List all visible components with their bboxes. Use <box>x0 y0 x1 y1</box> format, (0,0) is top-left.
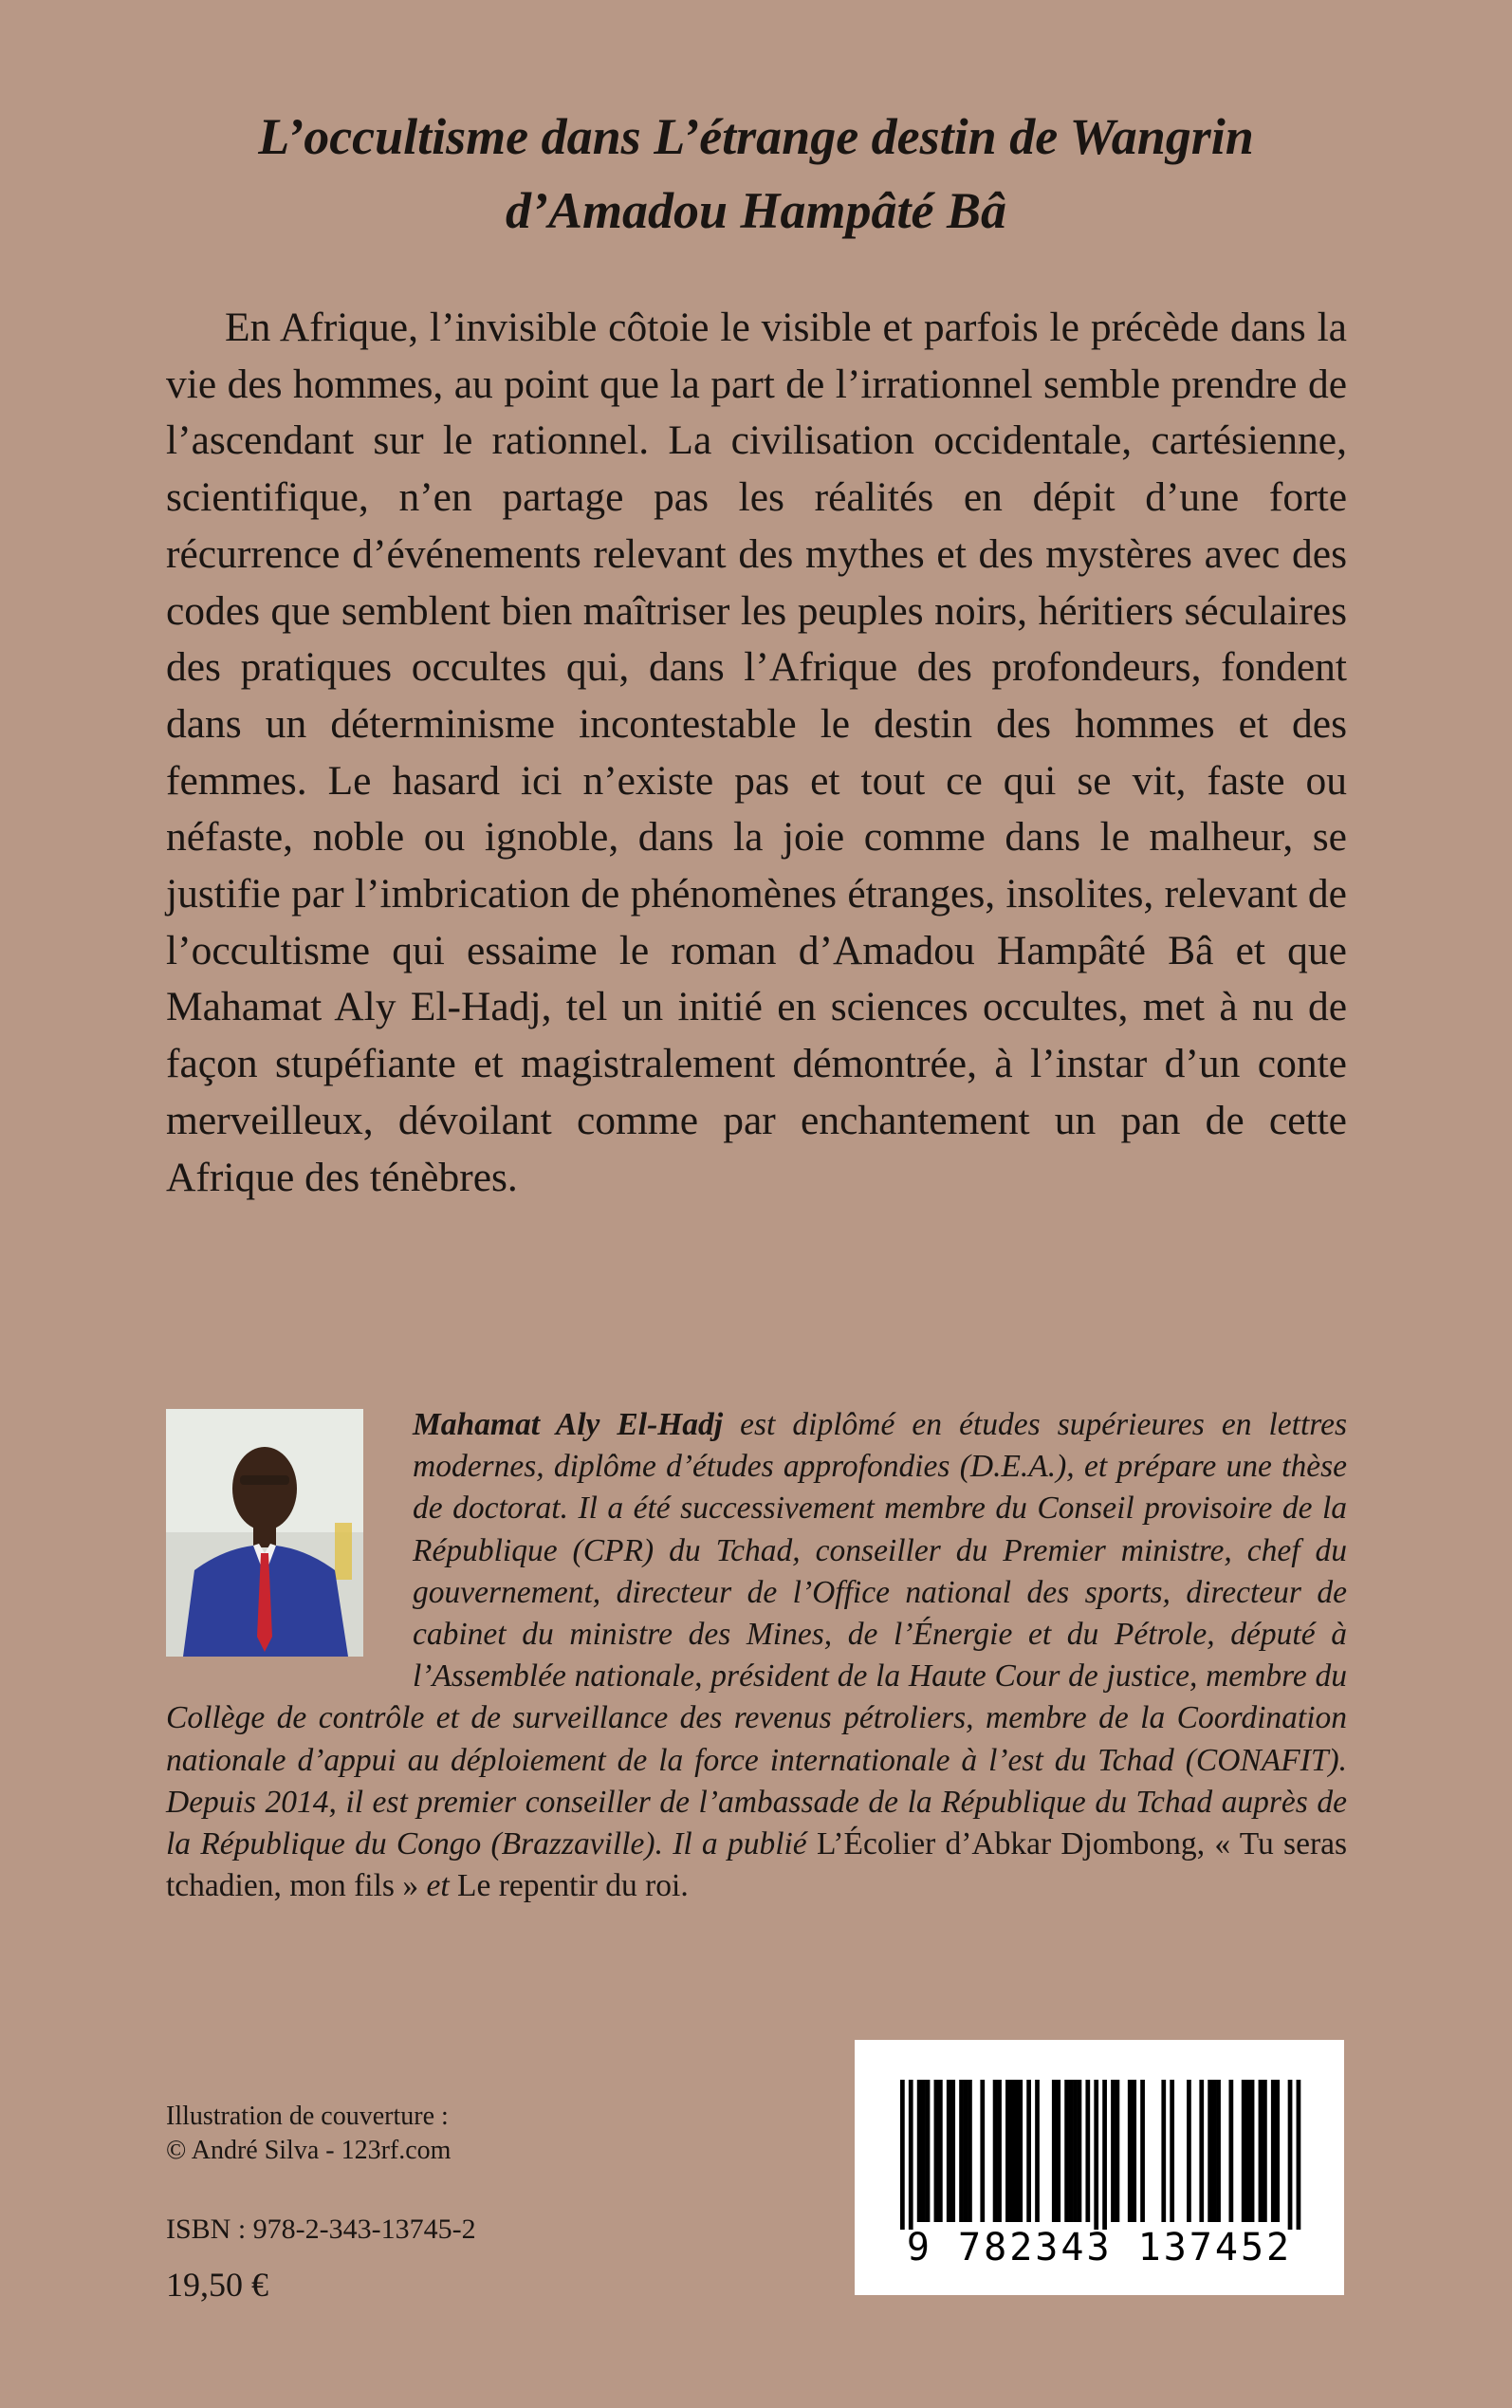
barcode-bar <box>1212 2080 1217 2222</box>
barcode-bar <box>950 2080 955 2222</box>
barcode-bar <box>1078 2080 1082 2222</box>
barcode-bar <box>1288 2080 1293 2230</box>
barcode-bar <box>1140 2080 1145 2222</box>
credit-label: Illustration de couverture : <box>166 2102 449 2131</box>
cover-illustration-credit <box>166 2100 451 2168</box>
barcode-bar <box>1208 2080 1212 2222</box>
barcode-bar <box>1297 2080 1301 2230</box>
published-work-separator-2: et <box>418 1868 458 1904</box>
barcode-bar <box>980 2080 985 2222</box>
barcode-bar <box>1275 2080 1280 2222</box>
barcode-digits: 9 782343 137452 <box>906 2226 1293 2269</box>
barcode-bar <box>1245 2080 1250 2222</box>
barcode-bar <box>1094 2080 1098 2230</box>
published-work-3: Le repentir du roi <box>457 1868 681 1904</box>
author-biography <box>166 1404 1347 1907</box>
barcode-bar <box>921 2080 926 2222</box>
author-name: Mahamat Aly El-Hadj <box>413 1407 724 1442</box>
biography-end: . <box>680 1868 689 1904</box>
barcode-bar <box>1187 2080 1191 2222</box>
barcode <box>855 2040 1344 2295</box>
isbn: ISBN : 978-2-343-13745-2 <box>166 2214 476 2245</box>
published-work-2: « Tu seras tchadien, mon fils » <box>166 1826 1348 1904</box>
barcode-bar <box>1271 2080 1276 2222</box>
author-biography-text: est diplômé en études supérieures en lettres modernes, diplôme d’études approfondies (D.E.A.), et prépare une thèse de doctorat. Il a été successivement membre du Conseil provisoire de la République (CPR) du Tchad, conseiller du Premier ministre, chef du gouvernement, directeur de l’Office national des sports, directeur de cabinet du ministre des Mines, de l’Énergie et du Pétrole, député à l’Assemblée nationale, président de la Haute Cour de justice, membre du Collège de contrôle et de surveillance des revenus pétroliers, membre de la Coordination nationale d’appui au déploiement de la force internationale à l’est du Tchad (CONAFIT). Depuis 2014, il est premier conseiller de l’ambassade de la République du Tchad auprès de la République du Congo (Brazzaville). Il a publié <box>166 1407 1347 1862</box>
barcode-bar <box>1056 2080 1060 2222</box>
published-work-separator-1: , <box>1196 1826 1215 1862</box>
book-title-line-1: L’occultisme dans L’étrange destin de Wangrin <box>258 108 1254 165</box>
barcode-bar <box>934 2080 939 2222</box>
barcode-bar <box>1009 2080 1014 2222</box>
barcode-bar <box>1250 2080 1255 2222</box>
barcode-bar <box>1259 2080 1263 2222</box>
barcode-bar <box>1035 2080 1040 2222</box>
barcode-bar <box>1018 2080 1023 2222</box>
barcode-bar <box>1085 2080 1090 2222</box>
barcode-bar <box>1199 2080 1204 2222</box>
barcode-bar <box>1014 2080 1019 2222</box>
barcode-bar <box>1069 2080 1074 2222</box>
barcode-bar <box>1116 2080 1120 2222</box>
barcode-bar <box>1026 2080 1031 2222</box>
barcode-bar <box>1216 2080 1221 2222</box>
barcode-bar <box>909 2080 913 2230</box>
published-work-1: L’Écolier d’Abkar Djombong <box>816 1826 1197 1862</box>
barcode-bar <box>959 2080 964 2222</box>
barcode-bar <box>900 2080 905 2230</box>
barcode-bar <box>1073 2080 1078 2222</box>
barcode-bar <box>1228 2080 1233 2222</box>
barcode-bar <box>1064 2080 1069 2222</box>
book-title <box>95 100 1417 248</box>
barcode-bar <box>997 2080 1002 2222</box>
barcode-bar <box>1128 2080 1133 2222</box>
barcode-bar <box>968 2080 972 2222</box>
barcode-bar <box>1102 2080 1107 2230</box>
barcode-bar <box>1242 2080 1246 2222</box>
barcode-bar <box>1161 2080 1166 2222</box>
barcode-bar <box>993 2080 998 2222</box>
barcode-bar <box>926 2080 931 2222</box>
book-title-line-2: d’Amadou Hampâté Bâ <box>505 182 1007 239</box>
barcode-bar <box>938 2080 943 2222</box>
barcode-bars <box>855 2040 1344 2230</box>
barcode-bar <box>1052 2080 1057 2222</box>
barcode-bar <box>1170 2080 1174 2222</box>
barcode-bar <box>947 2080 951 2222</box>
barcode-bar <box>1132 2080 1136 2222</box>
barcode-bar <box>964 2080 968 2222</box>
barcode-bar <box>917 2080 922 2222</box>
price: 19,50 € <box>166 2266 268 2304</box>
book-summary: En Afrique, l’invisible côtoie le visible et parfois le précède dans la vie des hommes, au point que la part de l’irrationnel semble prendre de l’ascendant sur le rationnel. La civilisation occidentale, cartésienne, scientifique, n’en partage pas les réalités en dépit d’une forte récurrence d’événements relevant des mythes et des mystères avec des codes que semblent bien maîtriser les peuples noirs, héritiers séculaires des pratiques occultes qui, dans l’Afrique des profondeurs, fondent dans un déterminisme incontestable le destin des hommes et des femmes. Le hasard ici n’existe pas et tout ce qui se vit, faste ou néfaste, noble ou ignoble, dans la joie comme dans le malheur, se justifie par l’imbrication de phénomènes étranges, insolites, relevant de l’occultisme qui essaime le roman d’Amadou Hampâté Bâ et que Mahamat Aly El-Hadj, tel un initié en sciences occultes, met à nu de façon stupéfiante et magistralement démontrée, à l’instar d’un conte merveilleux, dévoilant comme par enchantement un pan de cette Afrique des ténèbres. <box>166 305 1347 1200</box>
barcode-bar <box>1111 2080 1116 2222</box>
barcode-bar <box>1005 2080 1010 2222</box>
credit-source: © André Silva - 123rf.com <box>166 2136 452 2165</box>
barcode-bar <box>1263 2080 1267 2222</box>
